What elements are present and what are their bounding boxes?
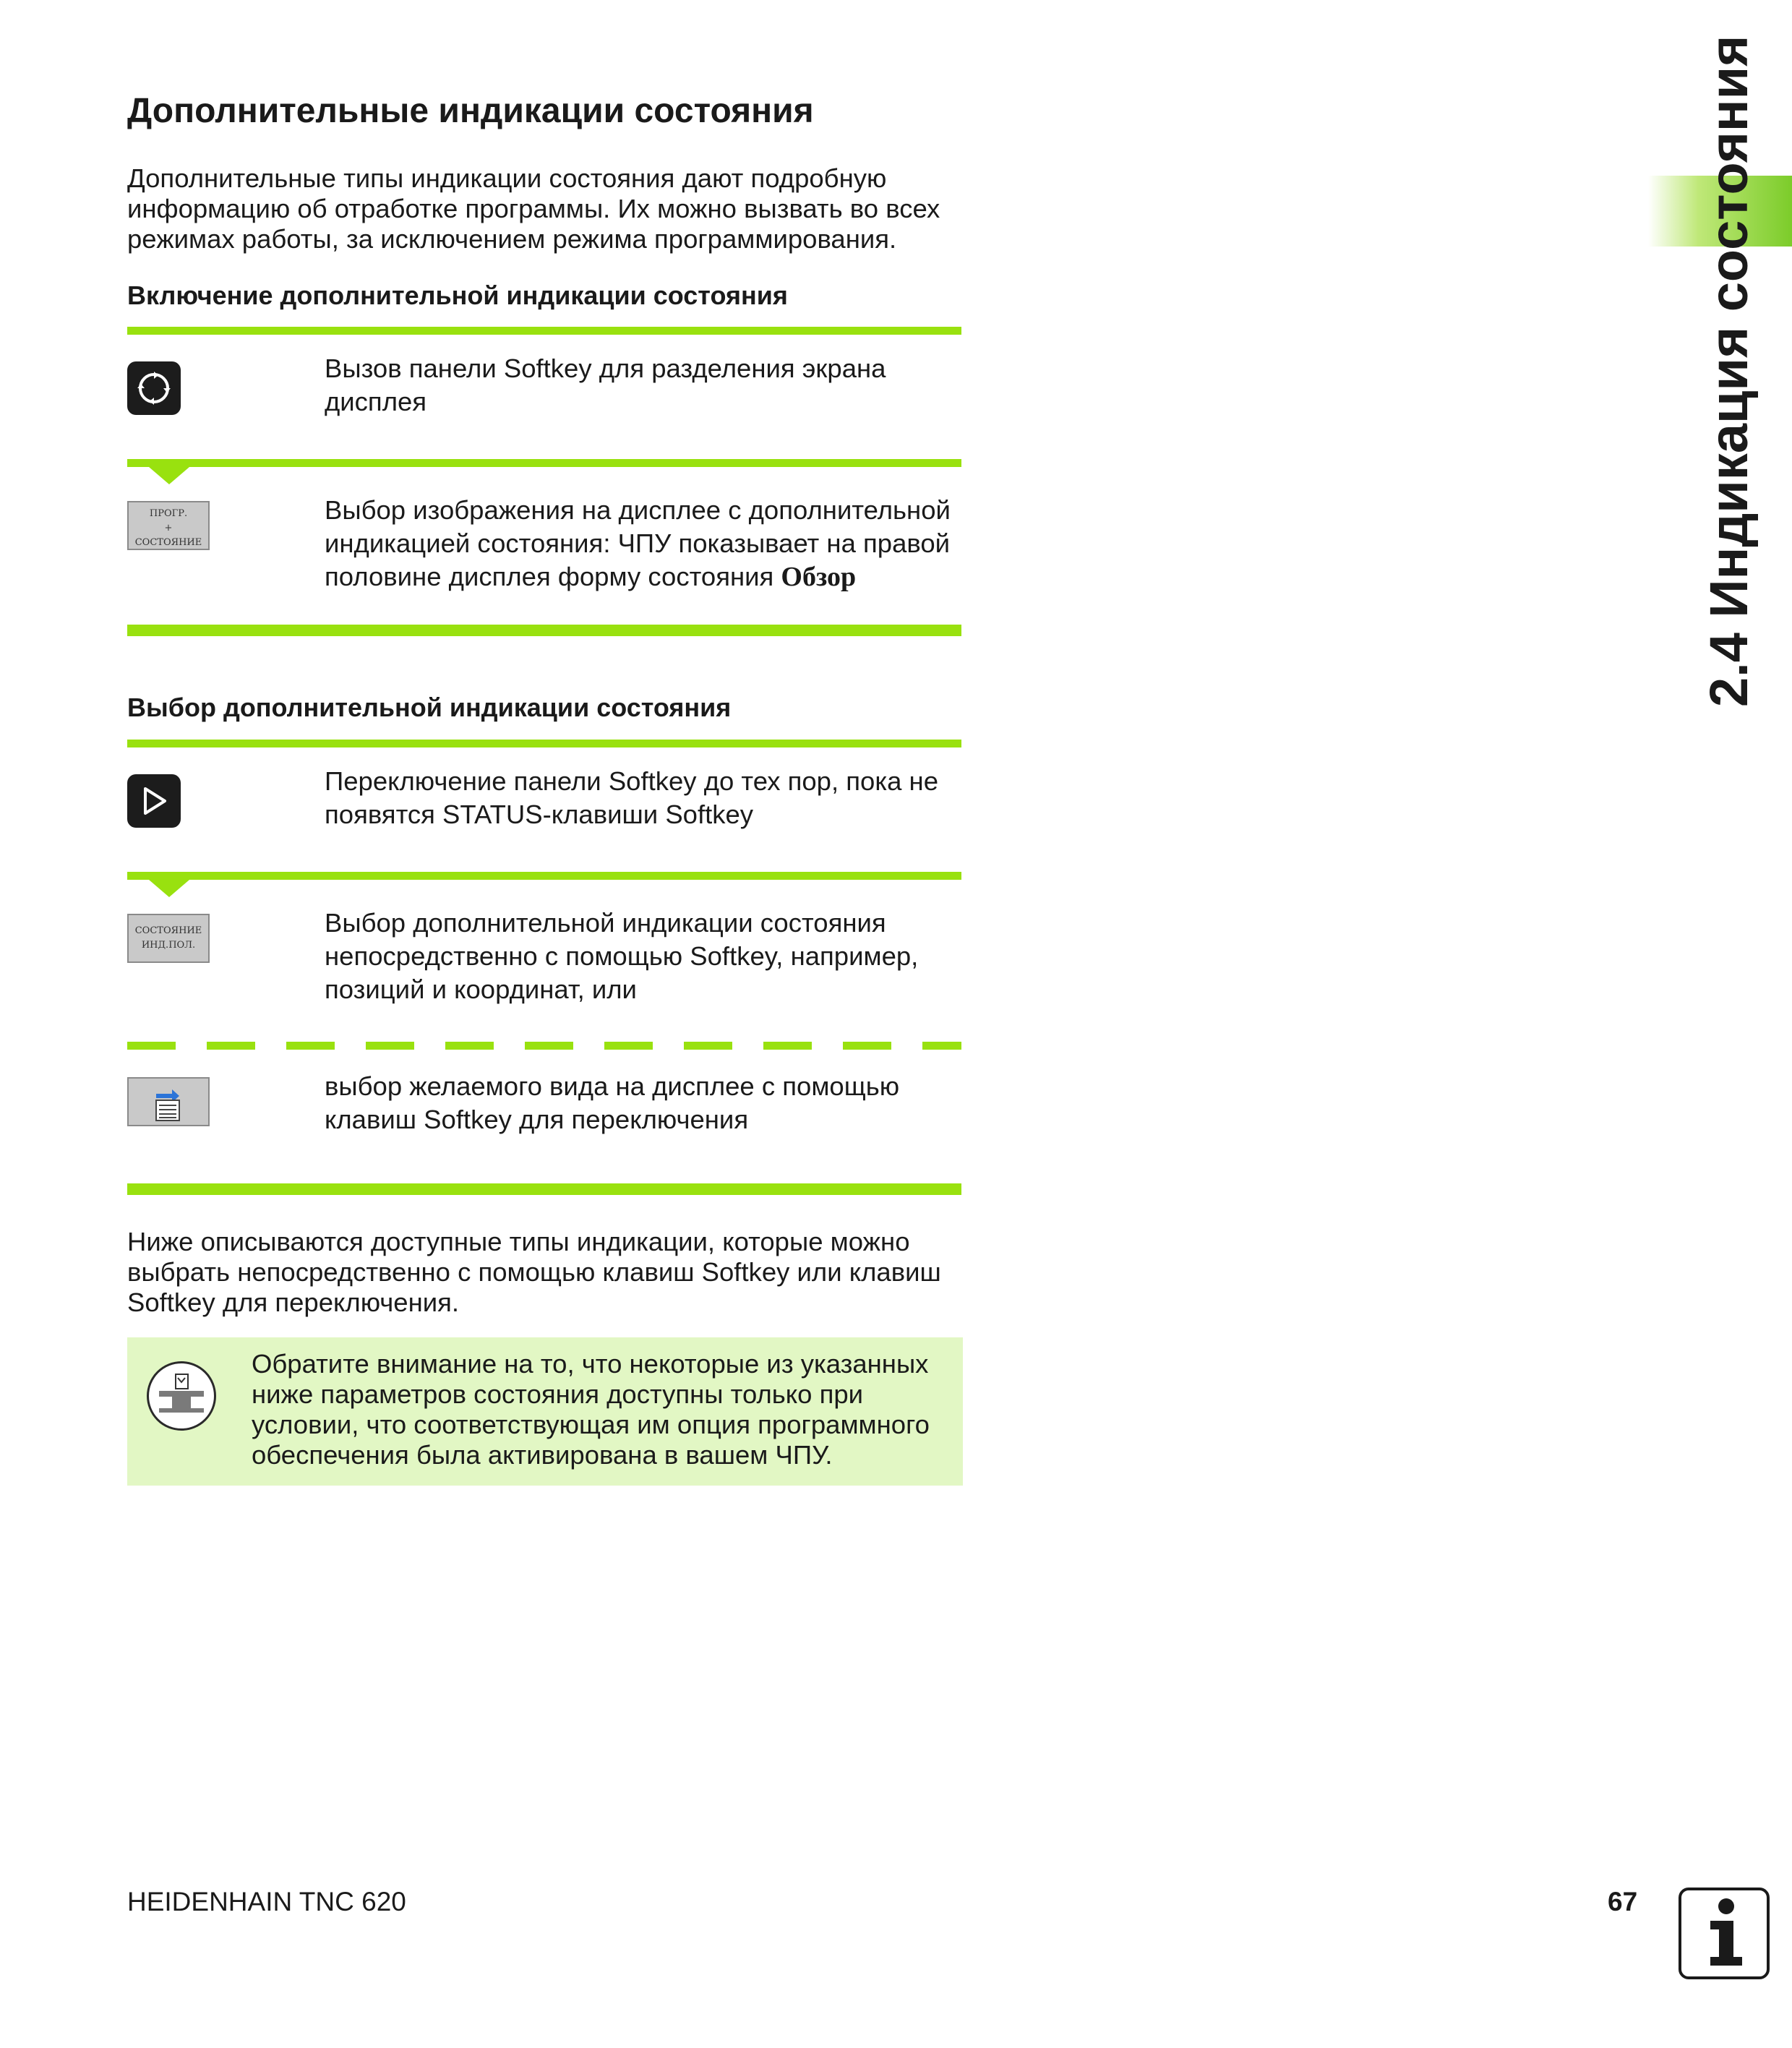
section2-dashed-rule bbox=[127, 1042, 961, 1050]
screen-layout-key-icon[interactable] bbox=[127, 361, 181, 415]
sidebar-section-title: 2.4 Индикация состояния bbox=[1699, 35, 1759, 707]
page-title: Дополнительные индикации состояния bbox=[127, 92, 814, 130]
softkey-label-line2: + bbox=[164, 523, 173, 534]
intro-paragraph: Дополнительные типы индикации состояния дают подробную информацию об отработке программы. Их можно вызвать во всех режимах работы, за исключением режима программирования. bbox=[127, 163, 940, 254]
softkey-label-line2: ИНД.ПОЛ. bbox=[141, 940, 196, 951]
machine-note-icon bbox=[147, 1361, 216, 1431]
section1-title: Включение дополнительной индикации состояния bbox=[127, 280, 788, 310]
section1-step1-text: Вызов панели Softkey для разделения экрана дисплея bbox=[325, 354, 886, 416]
outro-paragraph: Ниже описываются доступные типы индикации, которые можно выбрать непосредственно с помощью клавиш Softkey или клавиш Softkey для переключения. bbox=[127, 1227, 941, 1317]
section2-step3-text: выбор желаемого вида на дисплее с помощью клавиш Softkey для переключения bbox=[325, 1071, 900, 1134]
section1-step2-body: Выбор изображения на дисплее с дополнительной индикацией состояния: ЧПУ показывает на правой половине дисплея форму состояния bbox=[325, 495, 951, 591]
section1-bottom-rule bbox=[127, 625, 961, 636]
status-position-softkey[interactable] bbox=[127, 914, 210, 963]
section1-mid-arrow bbox=[149, 467, 189, 484]
note-text: Обратите внимание на то, что некоторые из указанных ниже параметров состояния доступны только при условии, что соответствующая им опция программного обеспечения была активирована в вашем ЧПУ. bbox=[252, 1349, 930, 1470]
footer-product: HEIDENHAIN TNC 620 bbox=[127, 1887, 406, 1916]
softkey-label-line1: ПРОГР. bbox=[149, 508, 188, 519]
section2-mid-arrow bbox=[149, 880, 189, 897]
section2-step1-text: Переключение панели Softkey до тех пор, пока не появятся STATUS-клавиши Softkey bbox=[325, 766, 938, 829]
section2-top-rule bbox=[127, 740, 961, 747]
section2-step2-text: Выбор дополнительной индикации состояния непосредственно с помощью Softkey, например, позиций и координат, или bbox=[325, 908, 919, 1004]
overview-form-name: Обзор bbox=[781, 562, 857, 592]
softkey-label-line1: СОСТОЯНИЕ bbox=[134, 925, 202, 936]
prog-status-softkey[interactable] bbox=[127, 501, 210, 550]
switch-view-softkey-icon[interactable] bbox=[127, 1077, 210, 1126]
section1-step2-text bbox=[325, 494, 968, 594]
section1-top-rule bbox=[127, 327, 961, 335]
section1-mid-rule bbox=[127, 459, 961, 467]
section2-title: Выбор дополнительной индикации состояния bbox=[127, 693, 732, 722]
section2-mid-rule bbox=[127, 872, 961, 880]
page-number: 67 bbox=[1608, 1887, 1638, 1916]
section2-bottom-rule bbox=[127, 1183, 961, 1195]
next-softkey-row-icon[interactable] bbox=[127, 774, 181, 828]
softkey-label-line3: СОСТОЯНИЕ bbox=[134, 537, 202, 548]
info-icon bbox=[1679, 1888, 1770, 1979]
